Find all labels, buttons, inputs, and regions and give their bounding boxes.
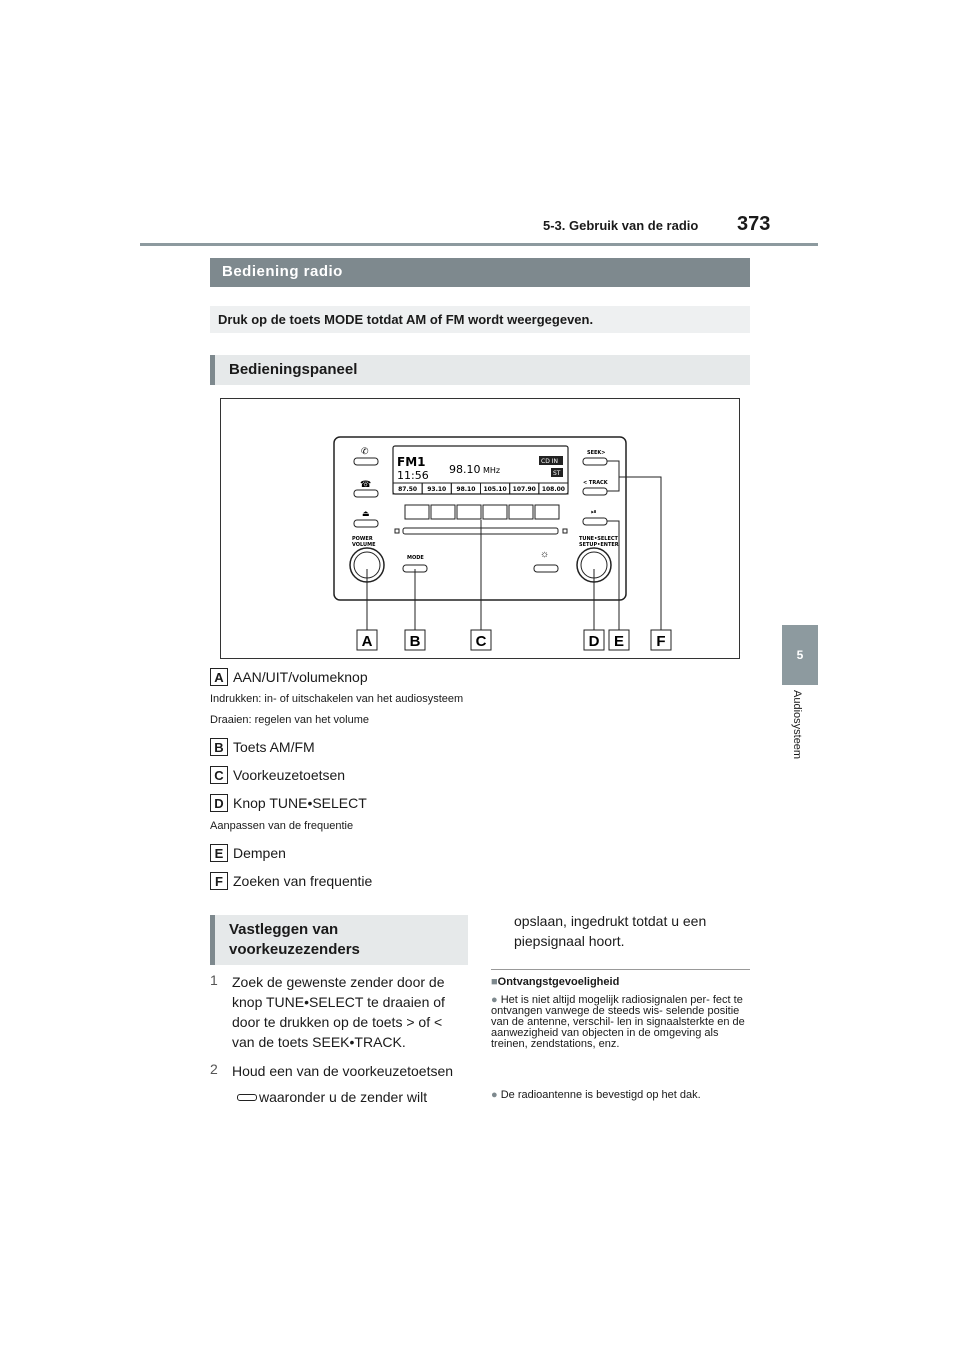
cd-in-badge-text: CD IN	[541, 458, 558, 465]
bullet-icon: ●	[491, 1089, 498, 1101]
section-heading: Bediening radio	[210, 258, 750, 287]
step-line: Zoek de gewenste zender door de	[232, 974, 445, 990]
preset-frequency: 93.10	[427, 486, 447, 493]
chapter-tab-number: 5	[782, 625, 818, 685]
legend-item	[210, 737, 315, 757]
callout-letter: F	[656, 633, 666, 650]
hangup-button	[354, 490, 378, 497]
preset-buttons	[405, 505, 559, 519]
step-line: waaronder u de zender wilt	[259, 1089, 428, 1105]
legend-key: C	[210, 766, 228, 784]
phone-icon: ✆	[361, 446, 369, 456]
running-header-section: 5-3. Gebruik van de radio	[543, 218, 699, 233]
seek-button	[583, 458, 607, 465]
display-clock: 11:56	[397, 469, 429, 482]
brightness-button	[534, 565, 558, 572]
preset-frequency: 107.90	[512, 486, 536, 493]
legend-key: B	[210, 738, 228, 756]
preset-button	[509, 505, 533, 519]
note-bullet	[491, 1090, 751, 1101]
mute-button	[583, 518, 607, 525]
notes-title-text: Ontvangstgevoeligheid	[497, 976, 620, 988]
legend-key: F	[210, 872, 228, 890]
slot-marker-left	[395, 529, 399, 533]
header-rule	[140, 243, 818, 246]
legend-note: Aanpassen van de frequentie	[210, 820, 354, 832]
note-bullet	[491, 995, 751, 1050]
eject-button	[354, 520, 378, 527]
step-1-text	[232, 972, 472, 1052]
legend-item	[210, 871, 372, 891]
legend-key: D	[210, 794, 228, 812]
display-preset-row	[393, 483, 568, 494]
notes-title	[491, 976, 619, 988]
callout-letter: B	[409, 633, 421, 650]
track-label: < TRACK	[583, 480, 608, 486]
panel-heading: Bedieningspaneel	[210, 355, 750, 385]
legend-note: Draaien: regelen van het volume	[210, 714, 369, 726]
control-panel-figure	[220, 398, 740, 659]
preset-button	[405, 505, 429, 519]
legend-text: Knop TUNE•SELECT	[233, 795, 367, 811]
page-number: 373	[737, 213, 771, 235]
step-line: opslaan, ingedrukt totdat u een	[514, 913, 707, 929]
step-line: knop TUNE•SELECT te draaien of	[232, 994, 445, 1010]
step-number: 2	[210, 1061, 218, 1077]
seek-label: SEEK>	[587, 450, 606, 456]
stereo-badge-text: ST	[553, 470, 561, 477]
preset-button	[535, 505, 559, 519]
play-pause-icon: ⏯	[591, 509, 597, 516]
callout-letter: D	[588, 633, 600, 650]
legend-text: Voorkeuzetoetsen	[233, 767, 346, 783]
preset-button	[483, 505, 507, 519]
step-line: piepsignaal hoort.	[514, 933, 625, 949]
power-label: POWER	[352, 536, 373, 542]
mode-label: MODE	[407, 555, 424, 561]
setup-enter-label: SETUP•ENTER	[579, 542, 619, 548]
radio-panel-illustration	[221, 399, 739, 658]
track-button	[583, 488, 607, 495]
display-band: FM1	[397, 455, 426, 469]
step-line: door te drukken op de toets > of <	[232, 1014, 443, 1030]
legend-key: E	[210, 844, 228, 862]
preset-button	[457, 505, 481, 519]
callout-letter: A	[361, 633, 373, 650]
preset-frequency: 108.00	[541, 486, 565, 493]
legend-note: Indrukken: in- of uitschakelen van het audiosysteem	[210, 693, 464, 705]
preset-frequency: 87.50	[398, 486, 418, 493]
display-unit: MHz	[483, 466, 501, 475]
legend-item	[210, 843, 286, 863]
preset-frequency: 98.10	[456, 486, 476, 493]
volume-label: VOLUME	[352, 542, 376, 548]
notes-rule	[491, 969, 750, 970]
step-line: Houd een van de voorkeuzetoetsen	[232, 1063, 454, 1079]
preset-frequency: 105.10	[483, 486, 507, 493]
legend-text: Zoeken van frequentie	[233, 873, 373, 889]
step-number: 1	[210, 972, 218, 988]
preset-button-icon	[237, 1094, 257, 1101]
slot-marker-right	[563, 529, 567, 533]
brightness-icon: ☼	[540, 549, 550, 560]
preset-heading: Vastleggen van voorkeuzezenders	[210, 915, 468, 965]
hangup-icon: ☎	[360, 479, 372, 489]
preset-button	[431, 505, 455, 519]
legend-key: A	[210, 668, 228, 686]
square-bullet-icon: ■	[491, 976, 498, 988]
legend-text: AAN/UIT/volumeknop	[233, 669, 368, 685]
bullet-icon: ●	[491, 994, 498, 1006]
legend-text: Dempen	[233, 845, 286, 861]
callout-labels	[357, 630, 671, 650]
legend-item	[210, 667, 368, 687]
note-bullet-text: Het is niet altijd mogelijk radiosignalen per- fect te ontvangen vanwege de steeds wis- selende positie van de antenne, verschil- len in signaalsterkte en de aanwezigheid van objecten in de omgeving als treinen, zendstations, enz.	[491, 994, 745, 1050]
step-line: van de toets SEEK•TRACK.	[232, 1034, 406, 1050]
display-frequency: 98.10	[449, 463, 481, 476]
legend-item	[210, 793, 367, 813]
phone-button	[354, 458, 378, 465]
tune-select-label: TUNE•SELECT	[579, 536, 618, 542]
legend-text: Toets AM/FM	[233, 739, 315, 755]
callout-letter: C	[475, 633, 487, 650]
note-bullet-text: De radioantenne is bevestigd op het dak.	[500, 1089, 701, 1101]
step-2-continuation	[514, 911, 750, 951]
instruction-note: Druk op de toets MODE totdat AM of FM wordt weergegeven.	[210, 306, 750, 333]
eject-icon: ⏏	[362, 509, 370, 518]
legend-item	[210, 765, 345, 785]
callout-letter: E	[613, 633, 625, 650]
chapter-tab-label: Audiosysteem	[791, 690, 803, 760]
